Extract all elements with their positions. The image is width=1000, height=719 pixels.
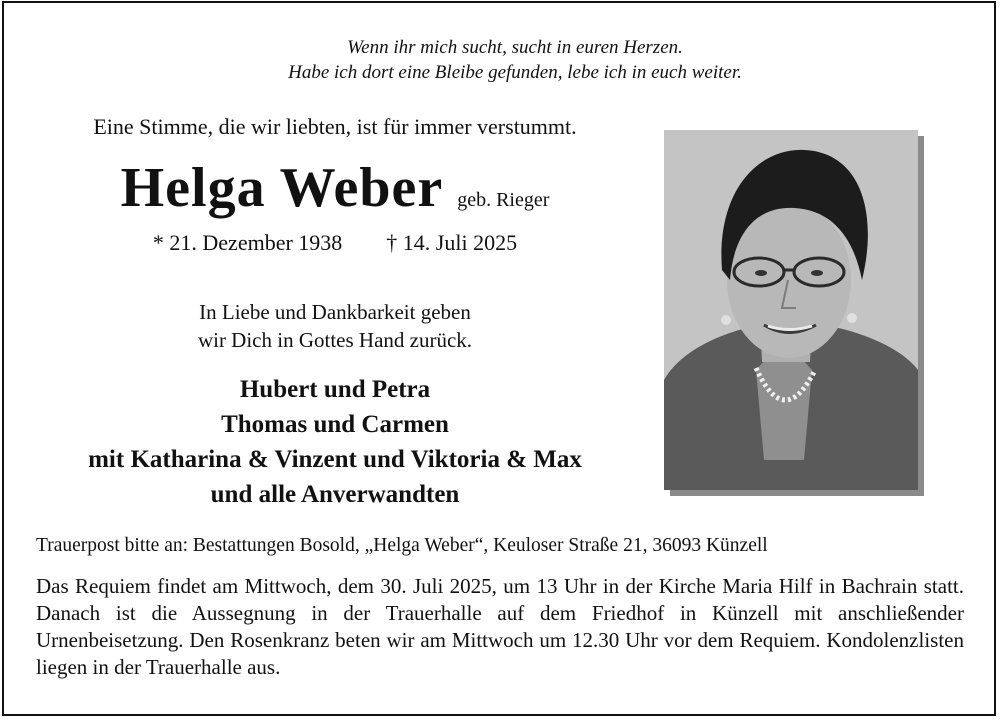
mail-address-line: Trauerpost bitte an: Bestattungen Bosold, „Helga Weber“, Keuloser Straße 21, 36093 Künzell bbox=[36, 535, 768, 556]
farewell-line-2: wir Dich in Gottes Hand zurück. bbox=[197, 328, 473, 352]
deceased-name: Helga Weber bbox=[120, 157, 444, 219]
mourner-line: und alle Anverwandten bbox=[210, 481, 460, 508]
death-date: † 14. Juli 2025 bbox=[386, 230, 518, 255]
motto-line-2: Habe ich dort eine Bleibe gefunden, lebe ich in euch weiter. bbox=[288, 62, 742, 83]
mourners-list bbox=[30, 372, 640, 512]
birth-date: * 21. Dezember 1938 bbox=[152, 230, 343, 255]
name-row bbox=[30, 156, 640, 220]
life-dates bbox=[30, 230, 640, 256]
maiden-name: geb. Rieger bbox=[457, 189, 550, 211]
motto-verse bbox=[0, 35, 1000, 85]
farewell-text bbox=[30, 298, 640, 354]
mourner-line: mit Katharina & Vinzent und Viktoria & Max bbox=[88, 446, 582, 473]
mourner-line: Thomas und Carmen bbox=[221, 411, 449, 438]
intro-line: Eine Stimme, die wir liebten, ist für immer verstummt. bbox=[93, 114, 577, 139]
portrait-photo bbox=[664, 130, 918, 490]
portrait-illustration bbox=[664, 130, 918, 490]
motto-line-1: Wenn ihr mich sucht, sucht in euren Herzen. bbox=[347, 37, 683, 58]
mourner-line: Hubert und Petra bbox=[239, 376, 431, 403]
farewell-line-1: In Liebe und Dankbarkeit geben bbox=[199, 300, 471, 324]
service-information: Das Requiem findet am Mittwoch, dem 30. Juli 2025, um 13 Uhr in der Kirche Maria Hilf in Bachrain statt. Danach ist die Aussegnung in der Trauerhalle auf dem Friedhof in Künzell mit anschließender Urnenbeisetzung. Den Rosenkranz beten wir am Mittwoch um 12.30 Uhr vor dem Requiem. Kondolenzlisten liegen in der Trauerhalle aus. bbox=[36, 574, 964, 679]
